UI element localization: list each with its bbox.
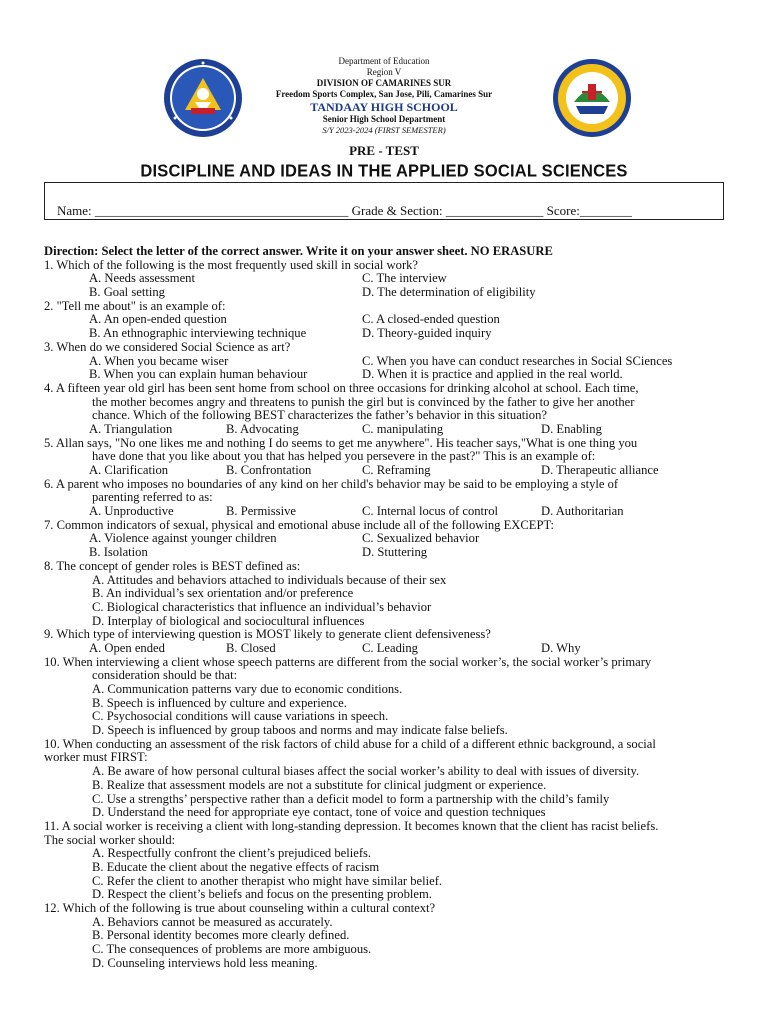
question-10b-cont: worker must FIRST: — [44, 750, 148, 765]
option-a: A. When you became wiser — [89, 353, 229, 368]
options-row — [44, 368, 734, 382]
department-line: Department of Education — [338, 56, 430, 66]
question-5: 5. Allan says, "No one likes me and nothing I do seems to get me anywhere". His teacher says,"What is one thing you — [44, 435, 638, 450]
option-b: B. Isolation — [89, 545, 148, 560]
direction: Direction: Select the letter of the correct answer. Write it on your answer sheet. NO ERASURE — [44, 244, 553, 258]
option-a: A. Respectfully confront the client’s prejudiced beliefs. — [92, 846, 372, 861]
option-a: A. Communication patterns vary due to economic conditions. — [92, 682, 403, 696]
option-b: B. Confrontation — [226, 463, 312, 477]
options-row — [44, 272, 734, 286]
options-row — [44, 355, 734, 369]
name-grade-score-line: Name: _______________________________________ Grade & Section: _______________ Score:________ — [57, 203, 632, 218]
options-row — [44, 464, 734, 478]
option-d: D. Interplay of biological and sociocultural influences — [92, 613, 365, 628]
option-b: B. When you can explain human behaviour — [89, 367, 308, 382]
option-c: C. Leading — [362, 640, 418, 655]
option-a: A. Attitudes and behaviors attached to individuals because of their sex — [92, 572, 447, 587]
option-d: D. Respect the client’s beliefs and focus on the presenting problem. — [92, 887, 432, 902]
option-b: B. Speech is influenced by culture and experience. — [92, 695, 347, 710]
option-b: B. An ethnographic interviewing technique — [89, 326, 307, 341]
option-b: B. Realize that assessment models are not a substitute for clinical judgment or experience. — [92, 777, 547, 792]
region-line: Region V — [366, 67, 402, 77]
option-b: B. An individual’s sex orientation and/or preference — [92, 586, 354, 601]
question-4-cont: chance. Which of the following BEST characterizes the father’s behavior in this situation? — [92, 408, 547, 423]
question-2: 2. "Tell me about" is an example of: — [44, 298, 226, 313]
option-b: B. Goal setting — [89, 285, 165, 300]
option-c: C. When you have can conduct researches in Social SCiences — [362, 353, 673, 368]
option-d: D. The determination of eligibility — [362, 285, 536, 300]
address-line: Freedom Sports Complex, San Jose, Pili, Camarines Sur — [275, 89, 493, 99]
option-d: D. Why — [541, 640, 581, 655]
option-b: B. Advocating — [226, 421, 299, 436]
option-c: C. Refer the client to another therapist who might have similar belief. — [92, 873, 443, 888]
options-row — [44, 313, 734, 327]
option-a: A. Be aware of how personal cultural biases affect the social worker’s ability to deal with issues of diversity. — [92, 764, 640, 779]
option-d: D. Understand the need for appropriate eye contact, tone of voice and question techniques — [92, 805, 546, 820]
question-12: 12. Which of the following is true about counseling within a cultural context? — [44, 901, 436, 915]
question-4-cont: the mother becomes angry and threatens to punish the girl but is convinced by the father to give her another — [92, 394, 635, 409]
question-10b: 10. When conducting an assessment of the risk factors of child abuse for a child of a different ethnic background, a social — [44, 736, 656, 751]
option-a: A. Triangulation — [89, 421, 173, 436]
option-c: C. The interview — [362, 271, 447, 286]
options-row — [44, 505, 734, 519]
option-d: D. Authoritarian — [541, 504, 624, 519]
option-c: C. Biological characteristics that influence an individual’s behavior — [92, 599, 432, 614]
option-d: D. Stuttering — [362, 545, 428, 560]
question-7: 7. Common indicators of sexual, physical and emotional abuse include all of the following EXCEPT: — [44, 517, 555, 532]
option-c: C. Internal locus of control — [362, 504, 499, 519]
option-d: D. Enabling — [541, 421, 602, 436]
option-a: A. Behaviors cannot be measured as accurately. — [92, 914, 333, 929]
test-title: DISCIPLINE AND IDEAS IN THE APPLIED SOCIAL SCIENCES — [140, 161, 628, 181]
options-row — [44, 532, 734, 546]
options-row — [44, 286, 734, 300]
question-11: 11. A social worker is receiving a client with long-standing depression. It becomes known that the client has racist beliefs. — [44, 818, 659, 833]
department-name: Senior High School Department — [322, 114, 446, 124]
options-row — [44, 327, 734, 341]
option-a: A. An open-ended question — [89, 312, 227, 327]
option-b: B. Permissive — [226, 504, 296, 519]
option-a: A. Violence against younger children — [89, 531, 277, 546]
question-9: 9. Which type of interviewing question is MOST likely to generate client defensiveness? — [44, 627, 491, 642]
test-type: PRE - TEST — [349, 143, 419, 158]
question-8: 8. The concept of gender roles is BEST defined as: — [44, 558, 301, 573]
option-d: D. Theory-guided inquiry — [362, 326, 492, 341]
option-a: A. Clarification — [89, 463, 169, 477]
option-c: C. The consequences of problems are more ambiguous. — [92, 942, 372, 957]
option-a: A. Unproductive — [89, 504, 174, 519]
questions — [44, 245, 734, 970]
option-d: D. Counseling interviews hold less meaning. — [92, 955, 318, 970]
option-c: C. Reframing — [362, 463, 431, 477]
question-5-cont: have done that you like about you that has helped you persevere in the past?" This is an example of: — [92, 449, 596, 464]
question-3: 3. When do we considered Social Science as art? — [44, 339, 291, 354]
question-10-cont: consideration should be that: — [92, 668, 238, 683]
division-line: DIVISION OF CAMARINES SUR — [316, 78, 452, 88]
option-d: D. When it is practice and applied in the real world. — [362, 367, 623, 382]
options-row — [44, 642, 734, 656]
options-row — [44, 546, 734, 560]
question-4: 4. A fifteen year old girl has been sent home from school on three occasions for drinking alcohol at school. Each time, — [44, 380, 639, 395]
options-row — [44, 423, 734, 437]
option-b: B. Educate the client about the negative effects of racism — [92, 859, 380, 874]
option-c: C. manipulating — [362, 421, 444, 436]
question-11-cont: The social worker should: — [44, 832, 176, 847]
option-c: C. Sexualized behavior — [362, 531, 480, 546]
option-c: C. Psychosocial conditions will cause variations in speech. — [92, 709, 389, 724]
school-name: TANDAAY HIGH SCHOOL — [310, 100, 458, 114]
option-a: A. Needs assessment — [89, 271, 195, 286]
option-a: A. Open ended — [89, 640, 165, 655]
school-year: S/Y 2023-2024 (FIRST SEMESTER) — [322, 125, 446, 135]
option-d: D. Speech is influenced by group taboos and norms and may indicate false beliefs. — [92, 723, 508, 738]
question-1: 1. Which of the following is the most frequently used skill in social work? — [44, 257, 419, 272]
option-c: C. A closed-ended question — [362, 312, 500, 327]
letterhead — [0, 56, 768, 136]
question-6: 6. A parent who imposes no boundaries of any kind on her child's behavior may be said to be employing a style of — [44, 476, 619, 491]
question-6-cont: parenting referred to as: — [92, 490, 213, 505]
option-d: D. Therapeutic alliance — [541, 463, 659, 477]
option-b: B. Personal identity becomes more clearly defined. — [92, 928, 350, 943]
option-b: B. Closed — [226, 640, 276, 655]
question-10: 10. When interviewing a client whose speech patterns are different from the social worker’s, the social worker’s primary — [44, 654, 652, 669]
option-c: C. Use a strengths’ perspective rather than a deficit model to form a partnership with the child’s family — [92, 791, 610, 806]
name-box — [44, 182, 724, 220]
